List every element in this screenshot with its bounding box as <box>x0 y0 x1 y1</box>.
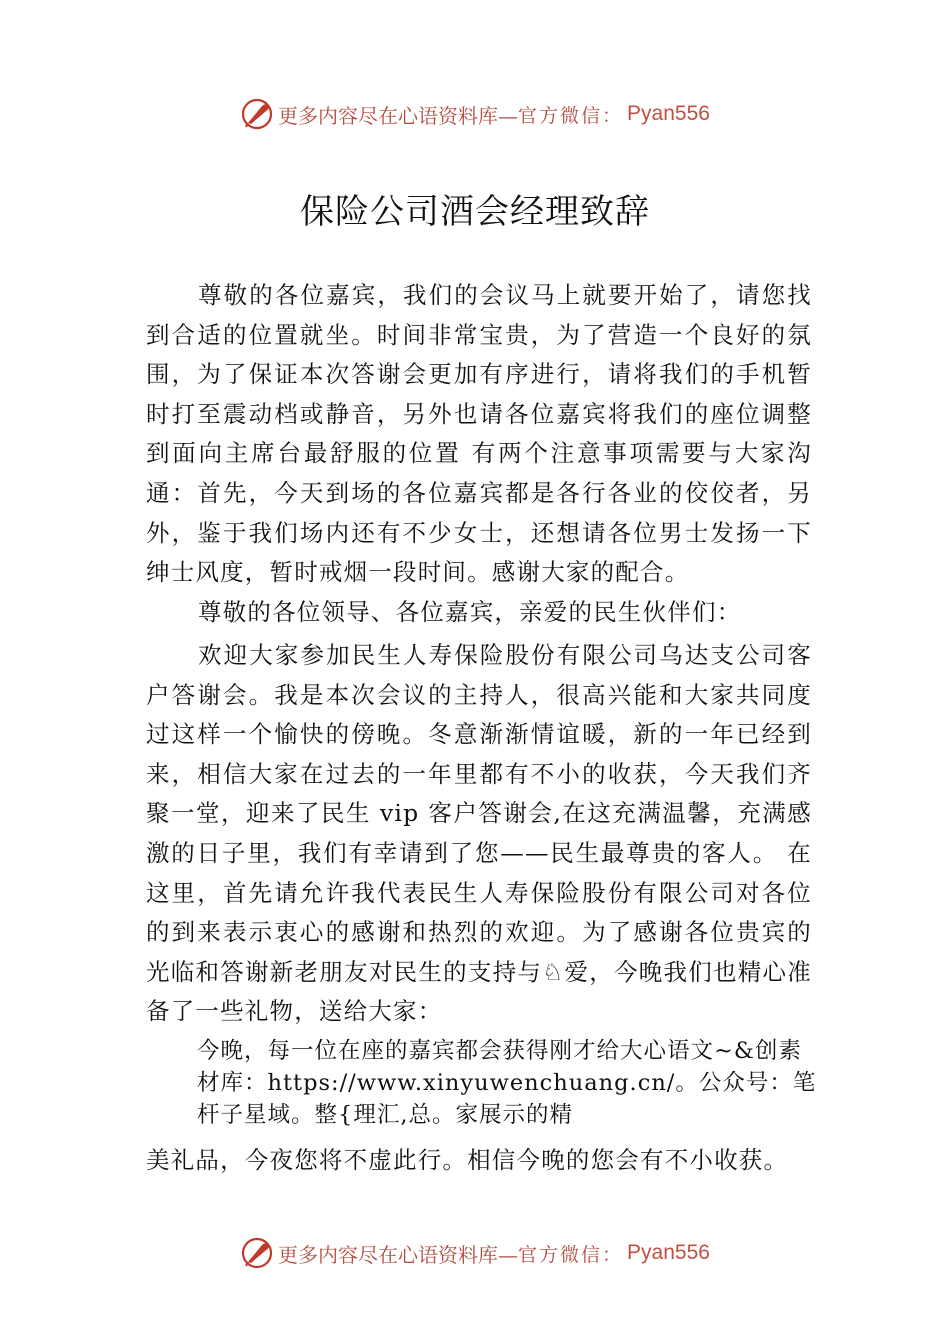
footer-banner <box>0 1233 950 1273</box>
paragraph-gift-intro: 今晚，每一位在座的嘉宾都会获得刚才给大心语文~&创素材库：https://www.xinyuwenchuang.cn/。公众号：笔杆子星域。整{理汇,总。家展示的精 <box>197 1038 817 1128</box>
header-banner <box>0 94 950 134</box>
footer-wechat-label: 官方微信： <box>518 1243 624 1266</box>
footer-banner-text: 更多内容尽在心语资料库— <box>278 1242 519 1267</box>
header-wechat-id: Pyan556 <box>627 102 710 125</box>
header-wechat-label: 官方微信： <box>518 104 624 127</box>
footer-wechat-id: Pyan556 <box>627 1241 710 1264</box>
paragraph-welcome: 欢迎大家参加民生人寿保险股份有限公司乌达支公司客户答谢会。我是本次会议的主持人，很高兴能和大家共同度过这样一个愉快的傍晚。冬意渐渐情谊暖，新的一年已经到来，相信大家在过去的一年里都有不小的收获，今天我们齐聚一堂，迎来了民生 vip 客户答谢会,在这充满温馨，充满感激的日子里，我们有幸请到了您——民生最尊贵的客人。 在这里，首先请允许我代表民生人寿保险股份有限公司对各位的到来表示衷心的感谢和热烈的欢迎。为了感谢各位贵宾的光临和答谢新老朋友对民生的支持与♘爱，今晚我们也精心准备了一些礼物，送给大家： <box>146 641 812 1026</box>
paragraph-notice: 尊敬的各位嘉宾，我们的会议马上就要开始了，请您找到合适的位置就坐。时间非常宝贵，为了营造一个良好的氛围，为了保证本次答谢会更加有序进行，请将我们的手机暂时打至震动档或静音，另外也请各位嘉宾将我们的座位调整到面向主席台最舒服的位置 有两个注意事项需要与大家沟通：首先，今天到场的各位嘉宾都是各行各业的佼佼者，另外，鉴于我们场内还有不少女士，还想请各位男士发扬一下绅士风度，暂时戒烟一段时间。感谢大家的配合。 <box>146 281 812 587</box>
header-banner-text: 更多内容尽在心语资料库— <box>278 103 519 128</box>
quill-logo-icon <box>240 97 274 131</box>
paragraph-gift-closing: 美礼品，今夜您将不虚此行。相信今晚的您会有不小收获。 <box>146 1146 789 1174</box>
quill-logo-icon <box>240 1236 274 1270</box>
document-title: 保险公司酒会经理致辞 <box>300 192 650 232</box>
paragraph-salutation: 尊敬的各位领导、各位嘉宾，亲爱的民生伙伴们： <box>198 598 742 626</box>
